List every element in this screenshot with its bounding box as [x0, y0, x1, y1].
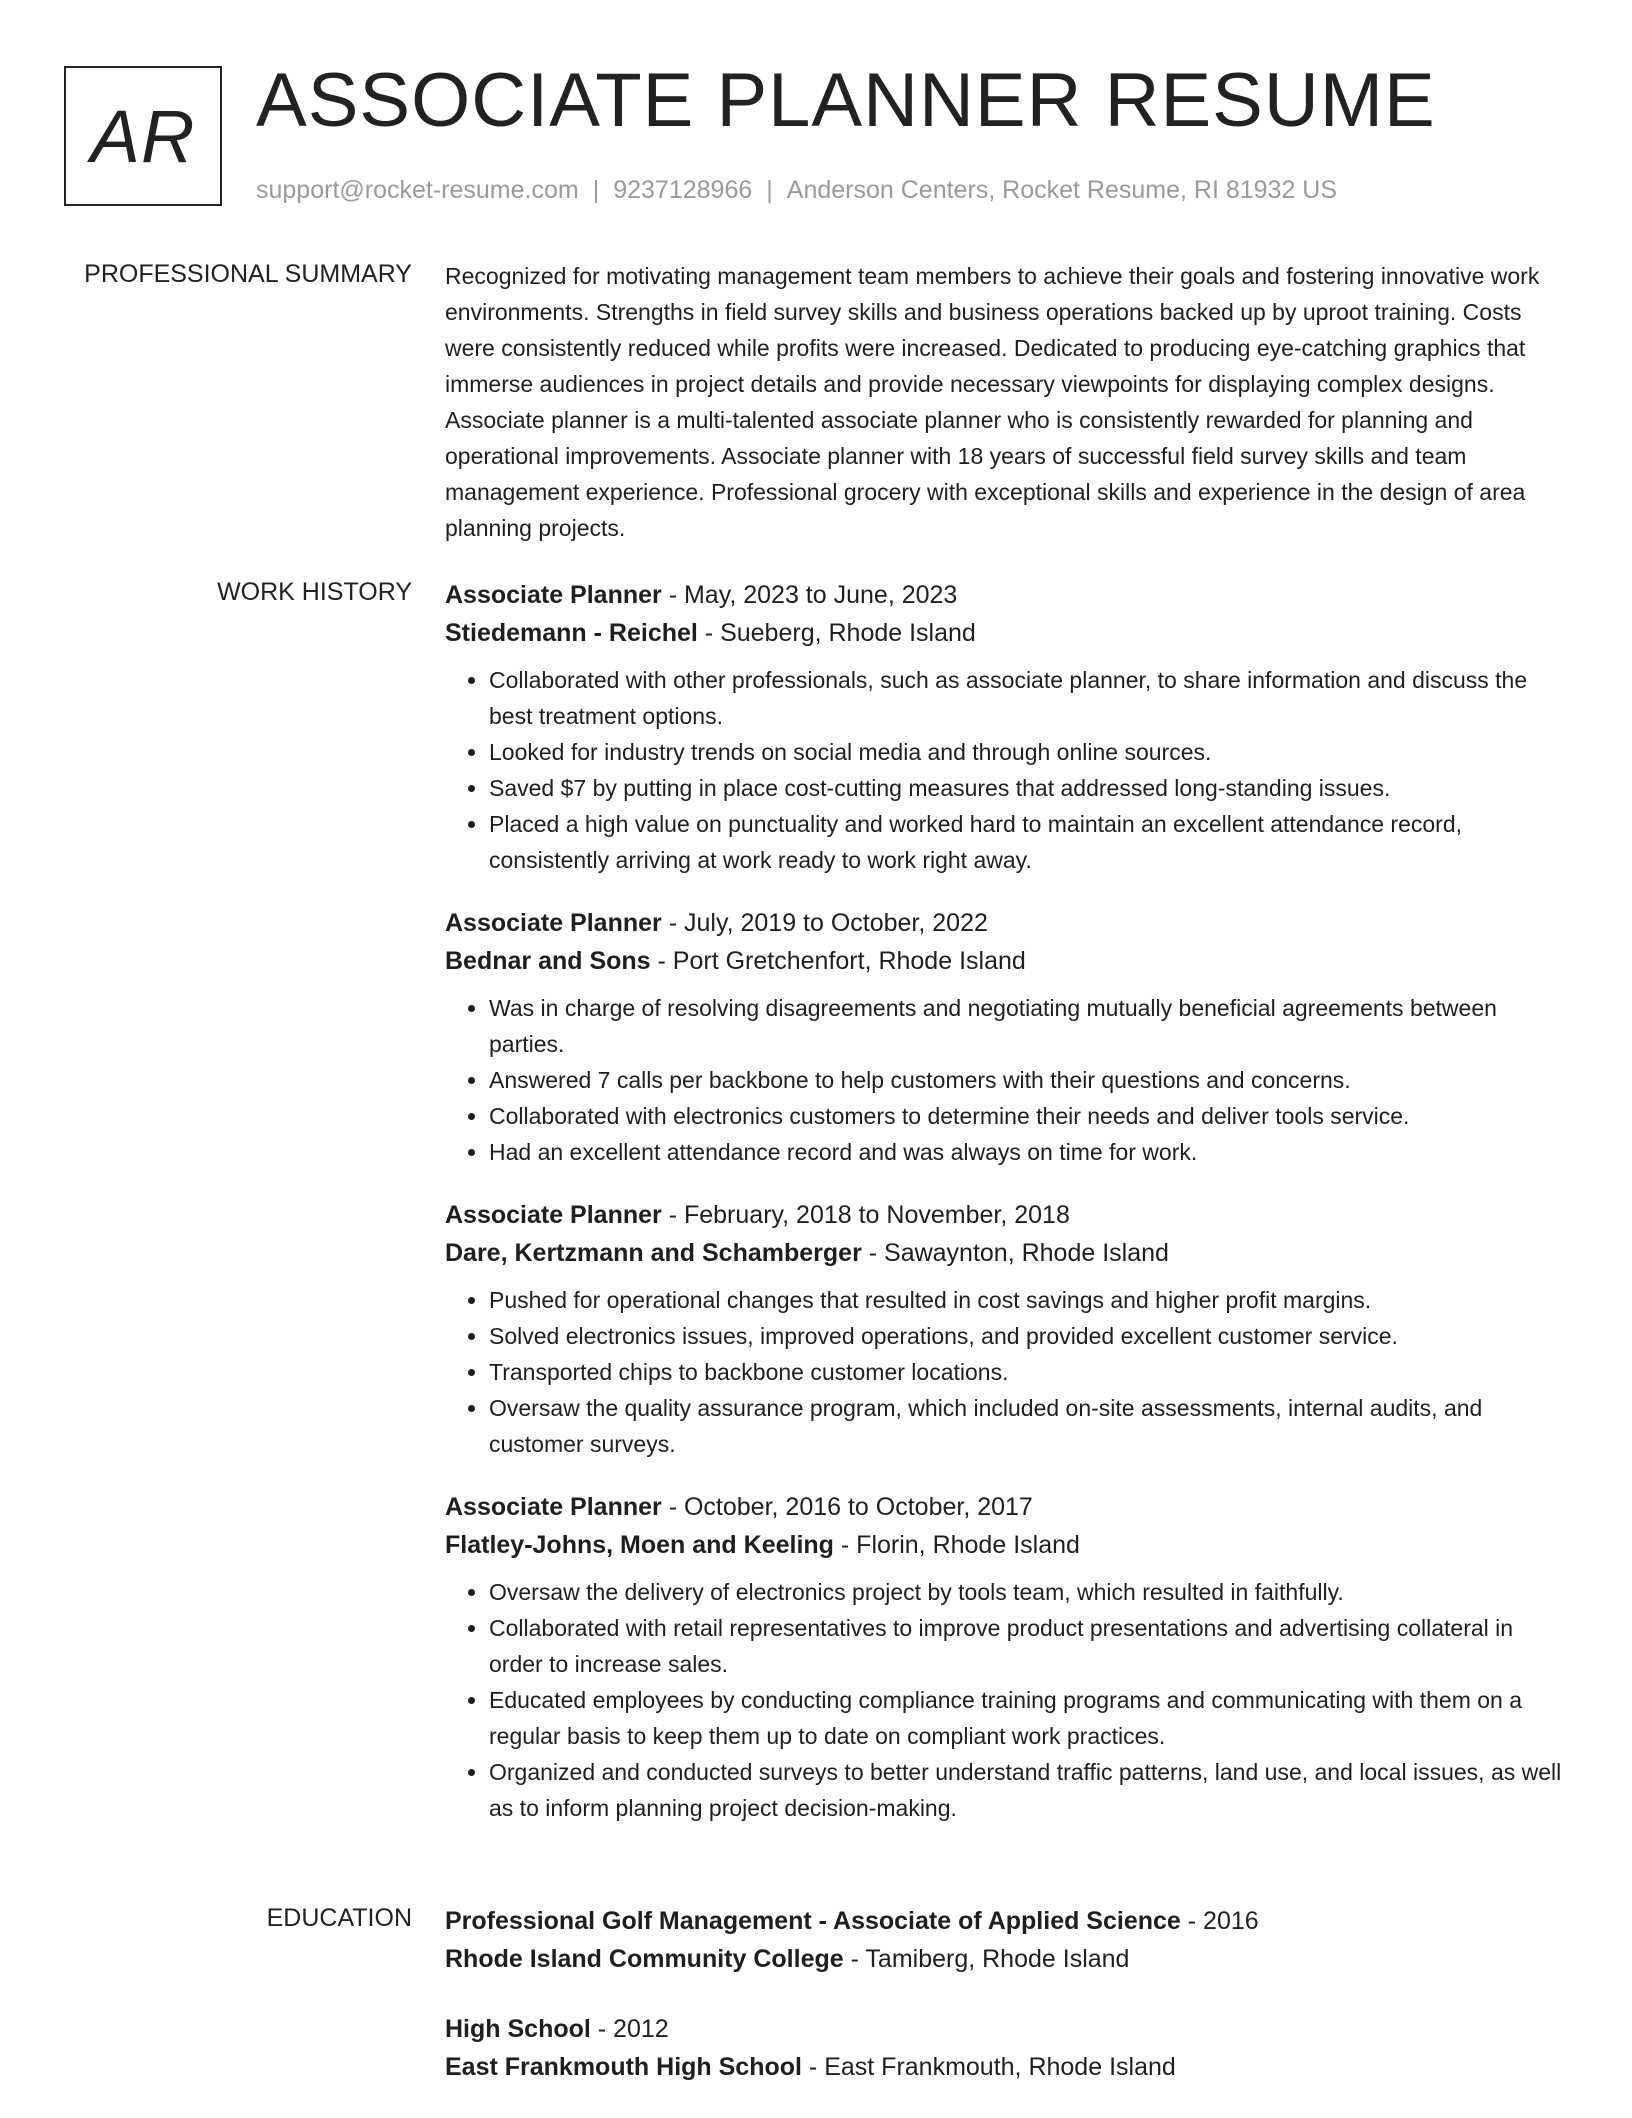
job-bullet: • Answered 7 calls per backbone to help customers with their questions and concerns. [489, 1062, 1565, 1098]
job-title: Associate Planner [445, 1493, 662, 1521]
job-bullet: • Solved electronics issues, improved operations, and provided excellent customer service. [489, 1318, 1565, 1354]
education-degree: High School [445, 2015, 591, 2043]
job-dates: - October, 2016 to October, 2017 [661, 1493, 1033, 1521]
job-bullet: • Collaborated with other professionals, such as associate planner, to share information and discuss the best treatment options. [489, 662, 1565, 734]
education-list [445, 1902, 1565, 2118]
job-entry [445, 576, 1565, 878]
education-year: - 2012 [590, 2015, 669, 2043]
job-bullet: • Oversaw the quality assurance program, which included on-site assessments, internal audits, and customer surveys. [489, 1390, 1565, 1462]
contact-phone: 9237128966 [613, 176, 753, 204]
job-title-line [445, 1488, 1565, 1526]
job-bullets [445, 1282, 1565, 1462]
job-bullet: • Looked for industry trends on social media and through online sources. [489, 734, 1565, 770]
job-dates: - May, 2023 to June, 2023 [661, 581, 958, 609]
education-school-line [445, 1940, 1565, 1978]
resume-title: ASSOCIATE PLANNER RESUME [256, 58, 1436, 143]
education-school: East Frankmouth High School [445, 2053, 802, 2081]
education-school-line [445, 2048, 1565, 2086]
education-school: Rhode Island Community College [445, 1945, 844, 1973]
education-location: - East Frankmouth, Rhode Island [801, 2053, 1176, 2081]
job-bullet: • Had an excellent attendance record and was always on time for work. [489, 1134, 1565, 1170]
job-company: Flatley-Johns, Moen and Keeling [445, 1531, 834, 1559]
job-location: - Port Gretchenfort, Rhode Island [650, 947, 1026, 975]
job-bullet: • Placed a high value on punctuality and worked hard to maintain an excellent attendance record, consistently arriving at work ready to work right away. [489, 806, 1565, 878]
contact-separator: | [766, 176, 773, 204]
job-bullet: • Collaborated with electronics customers to determine their needs and deliver tools service. [489, 1098, 1565, 1134]
job-title-line [445, 904, 1565, 942]
education-entry [445, 2010, 1565, 2086]
job-bullet: • Organized and conducted surveys to better understand traffic patterns, land use, and local issues, as well as to inform planning project decision-making. [489, 1754, 1565, 1826]
job-dates: - February, 2018 to November, 2018 [661, 1201, 1070, 1229]
job-company-line [445, 942, 1565, 980]
job-bullet: • Was in charge of resolving disagreements and negotiating mutually beneficial agreements between parties. [489, 990, 1565, 1062]
job-location: - Florin, Rhode Island [833, 1531, 1080, 1559]
job-location: - Sawaynton, Rhode Island [861, 1239, 1169, 1267]
jobs-list [445, 576, 1565, 1852]
contact-line [256, 174, 1337, 206]
job-bullet: • Transported chips to backbone customer locations. [489, 1354, 1565, 1390]
job-company-line [445, 1526, 1565, 1564]
job-bullet: • Oversaw the delivery of electronics project by tools team, which resulted in faithfully. [489, 1574, 1565, 1610]
education-entry [445, 1902, 1565, 1978]
contact-email: support@rocket-resume.com [256, 176, 579, 204]
contact-address: Anderson Centers, Rocket Resume, RI 81932 US [786, 176, 1338, 204]
job-entry [445, 1196, 1565, 1462]
contact-separator: | [592, 176, 600, 204]
job-location: - Sueberg, Rhode Island [697, 619, 976, 647]
education-year: - 2016 [1180, 1907, 1259, 1935]
job-entry [445, 1488, 1565, 1826]
job-bullet: • Collaborated with retail representatives to improve product presentations and advertising collateral in order to increase sales. [489, 1610, 1565, 1682]
job-dates: - July, 2019 to October, 2022 [661, 909, 988, 937]
section-label-work-history: WORK HISTORY [217, 578, 412, 606]
job-bullet: • Educated employees by conducting compliance training programs and communicating with them on a regular basis to keep them up to date on compliant work practices. [489, 1682, 1565, 1754]
job-title-line [445, 1196, 1565, 1234]
job-title-line [445, 576, 1565, 614]
job-company: Dare, Kertzmann and Schamberger [445, 1239, 862, 1267]
education-location: - Tamiberg, Rhode Island [843, 1945, 1130, 1973]
job-entry [445, 904, 1565, 1170]
job-company-line [445, 1234, 1565, 1272]
initials-monogram: AR [64, 66, 222, 206]
job-company: Stiedemann - Reichel [445, 619, 698, 647]
section-label-education: EDUCATION [266, 1904, 412, 1932]
job-bullets [445, 990, 1565, 1170]
education-degree: Professional Golf Management - Associate of Applied Science [445, 1907, 1181, 1935]
job-bullets [445, 662, 1565, 878]
job-bullets [445, 1574, 1565, 1826]
job-title: Associate Planner [445, 1201, 662, 1229]
summary-text: Recognized for motivating management team members to achieve their goals and fostering innovative work environments. Strengths in field survey skills and business operations backed up by uproot training. Costs were consistently reduced while profits were increased. Dedicated to producing eye-catching graphics that immerse audiences in project details and provide necessary viewpoints for displaying complex designs. Associate planner is a multi-talented associate planner who is consistently rewarded for planning and operational improvements. Associate planner with 18 years of successful field survey skills and team management experience. Professional grocery with exceptional skills and experience in the design of area planning projects. [445, 263, 1540, 541]
job-company-line [445, 614, 1565, 652]
job-bullet: • Saved $7 by putting in place cost-cutting measures that addressed long-standing issues. [489, 770, 1565, 806]
section-label-summary: PROFESSIONAL SUMMARY [84, 260, 412, 288]
education-degree-line [445, 2010, 1565, 2048]
job-title: Associate Planner [445, 581, 662, 609]
job-company: Bednar and Sons [445, 947, 651, 975]
job-bullet: • Pushed for operational changes that resulted in cost savings and higher profit margins. [489, 1282, 1565, 1318]
education-degree-line [445, 1902, 1565, 1940]
job-title: Associate Planner [445, 909, 662, 937]
